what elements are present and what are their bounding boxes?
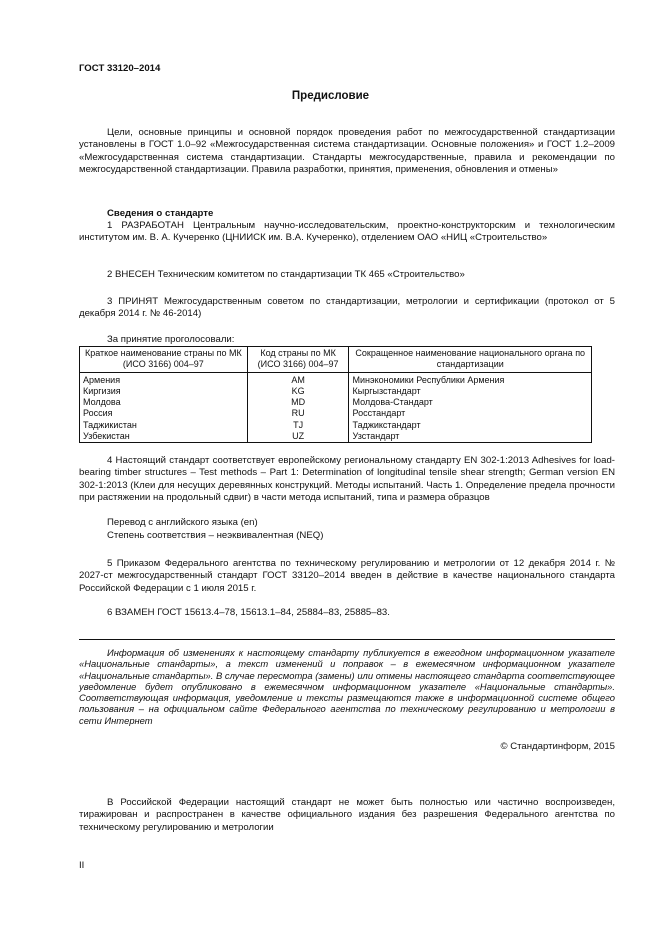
header-standards-body: Сокращенное наименование национального органа по стандартизации [349,347,592,373]
table-row [80,408,592,419]
page-title: Предисловие [291,90,370,102]
country-name: Киргизия [80,386,248,397]
item-adopted: 3 ПРИНЯТ Межгосударственным советом по стандартизации, метрологии и сертификации (протокол от 5 декабря 2014 г. № 46-2014) [79,296,615,320]
page-number: II [79,860,85,871]
reproduction-notice: В Российской Федерации настоящий стандарт не может быть полностью или частично воспроизведен, тиражирован и распространен в качестве официального издания без разрешения Федерального агентства по техническому регулированию и метрологии [79,797,615,833]
country-code: TJ [247,420,349,431]
standard-designation: ГОСТ 33120–2014 [79,63,161,74]
table-row [80,372,592,386]
table-header-row [80,347,592,373]
country-name: Армения [80,372,248,386]
conformity-degree: Степень соответствия – неэквивалентная (NEQ) [107,530,324,541]
country-name: Таджикистан [80,420,248,431]
changes-info: Информация об изменениях к настоящему стандарту публикуется в ежегодном информационном указателе «Национальные стандарты», а текст изменений и поправок – в ежемесячном информационном указателе «Национальные стандарты». В случае пересмотра (замены) или отмены настоящего стандарта соответствующее уведомление будет опубликовано в ежемесячном информационном указателе «Национальные стандарты». Соответствующая информация, уведомление и тексты размещаются также в информационной системе общего пользования – на официальном сайте Федерального агентства по техническому регулированию и метрологии в сети Интернет [79,647,615,726]
item-replaces: 6 ВЗАМЕН ГОСТ 15613.4–78, 15613.1–84, 25884–83, 25885–83. [107,607,390,618]
country-name: Молдова [80,397,248,408]
info-heading: Сведения о стандарте [107,208,214,219]
country-code: AM [247,372,349,386]
vote-caption: За принятие проголосовали: [107,334,235,345]
translation-note: Перевод с английского языка (en) [107,517,258,528]
table-row [80,397,592,408]
country-name: Узбекистан [80,431,248,443]
intro-paragraph: Цели, основные принципы и основной порядок проведения работ по межгосударственной стандартизации установлены в ГОСТ 1.0–92 «Межгосударственная система стандартизации. Основные положения» и ГОСТ 1.2–2009 «Межгосударственная система стандартизации. Стандарты межгосударственные, правила и рекомендации по межгосударственной стандартизации. Правила разработки, принятия, применения, обновления и отмены» [79,127,615,175]
standards-body: Минэкономики Республики Армения [349,372,592,386]
divider [79,639,615,640]
standards-body: Молдова-Стандарт [349,397,592,408]
countries-table [79,346,592,443]
standards-body: Таджикстандарт [349,420,592,431]
table-row [80,431,592,443]
country-code: KG [247,386,349,397]
standards-body: Узстандарт [349,431,592,443]
country-code: UZ [247,431,349,443]
header-country-code: Код страны по МК (ИСО 3166) 004–97 [247,347,349,373]
copyright: © Стандартинформ, 2015 [500,741,615,752]
item-developed: 1 РАЗРАБОТАН Центральным научно-исследовательским, проектно-конструкторским и технологическим институтом им. В. А. Кучеренко (ЦНИИСК им. В.А. Кучеренко), отделением ОАО «НИЦ «Строительство» [79,220,615,244]
item-enactment: 5 Приказом Федерального агентства по техническому регулированию и метрологии от 12 декабря 2014 г. № 2027-ст межгосударственный стандарт ГОСТ 33120–2014 введен в действие в качестве национального стандарта Российской Федерации с 1 июля 2015 г. [79,558,615,594]
country-code: MD [247,397,349,408]
country-code: RU [247,408,349,419]
header-country-name: Краткое наименование страны по МК (ИСО 3166) 004–97 [80,347,248,373]
item-conformity: 4 Настоящий стандарт соответствует европейскому региональному стандарту EN 302-1:2013 Adhesives for load-bearing timber structures – Test methods – Part 1: Determination of longitudinal tensile shear strength; German version EN 302-1:2013 (Клеи для несущих деревянных конструкций. Методы испытаний. Часть 1. Определение предела прочности при растяжении на продольный сдвиг) в части метода испытаний, типа и размера образцов [79,455,615,503]
country-name: Россия [80,408,248,419]
table-row [80,386,592,397]
standards-body: Росстандарт [349,408,592,419]
item-introduced: 2 ВНЕСЕН Техническим комитетом по стандартизации ТК 465 «Строительство» [107,269,465,280]
table-row [80,420,592,431]
standards-body: Кыргызстандарт [349,386,592,397]
